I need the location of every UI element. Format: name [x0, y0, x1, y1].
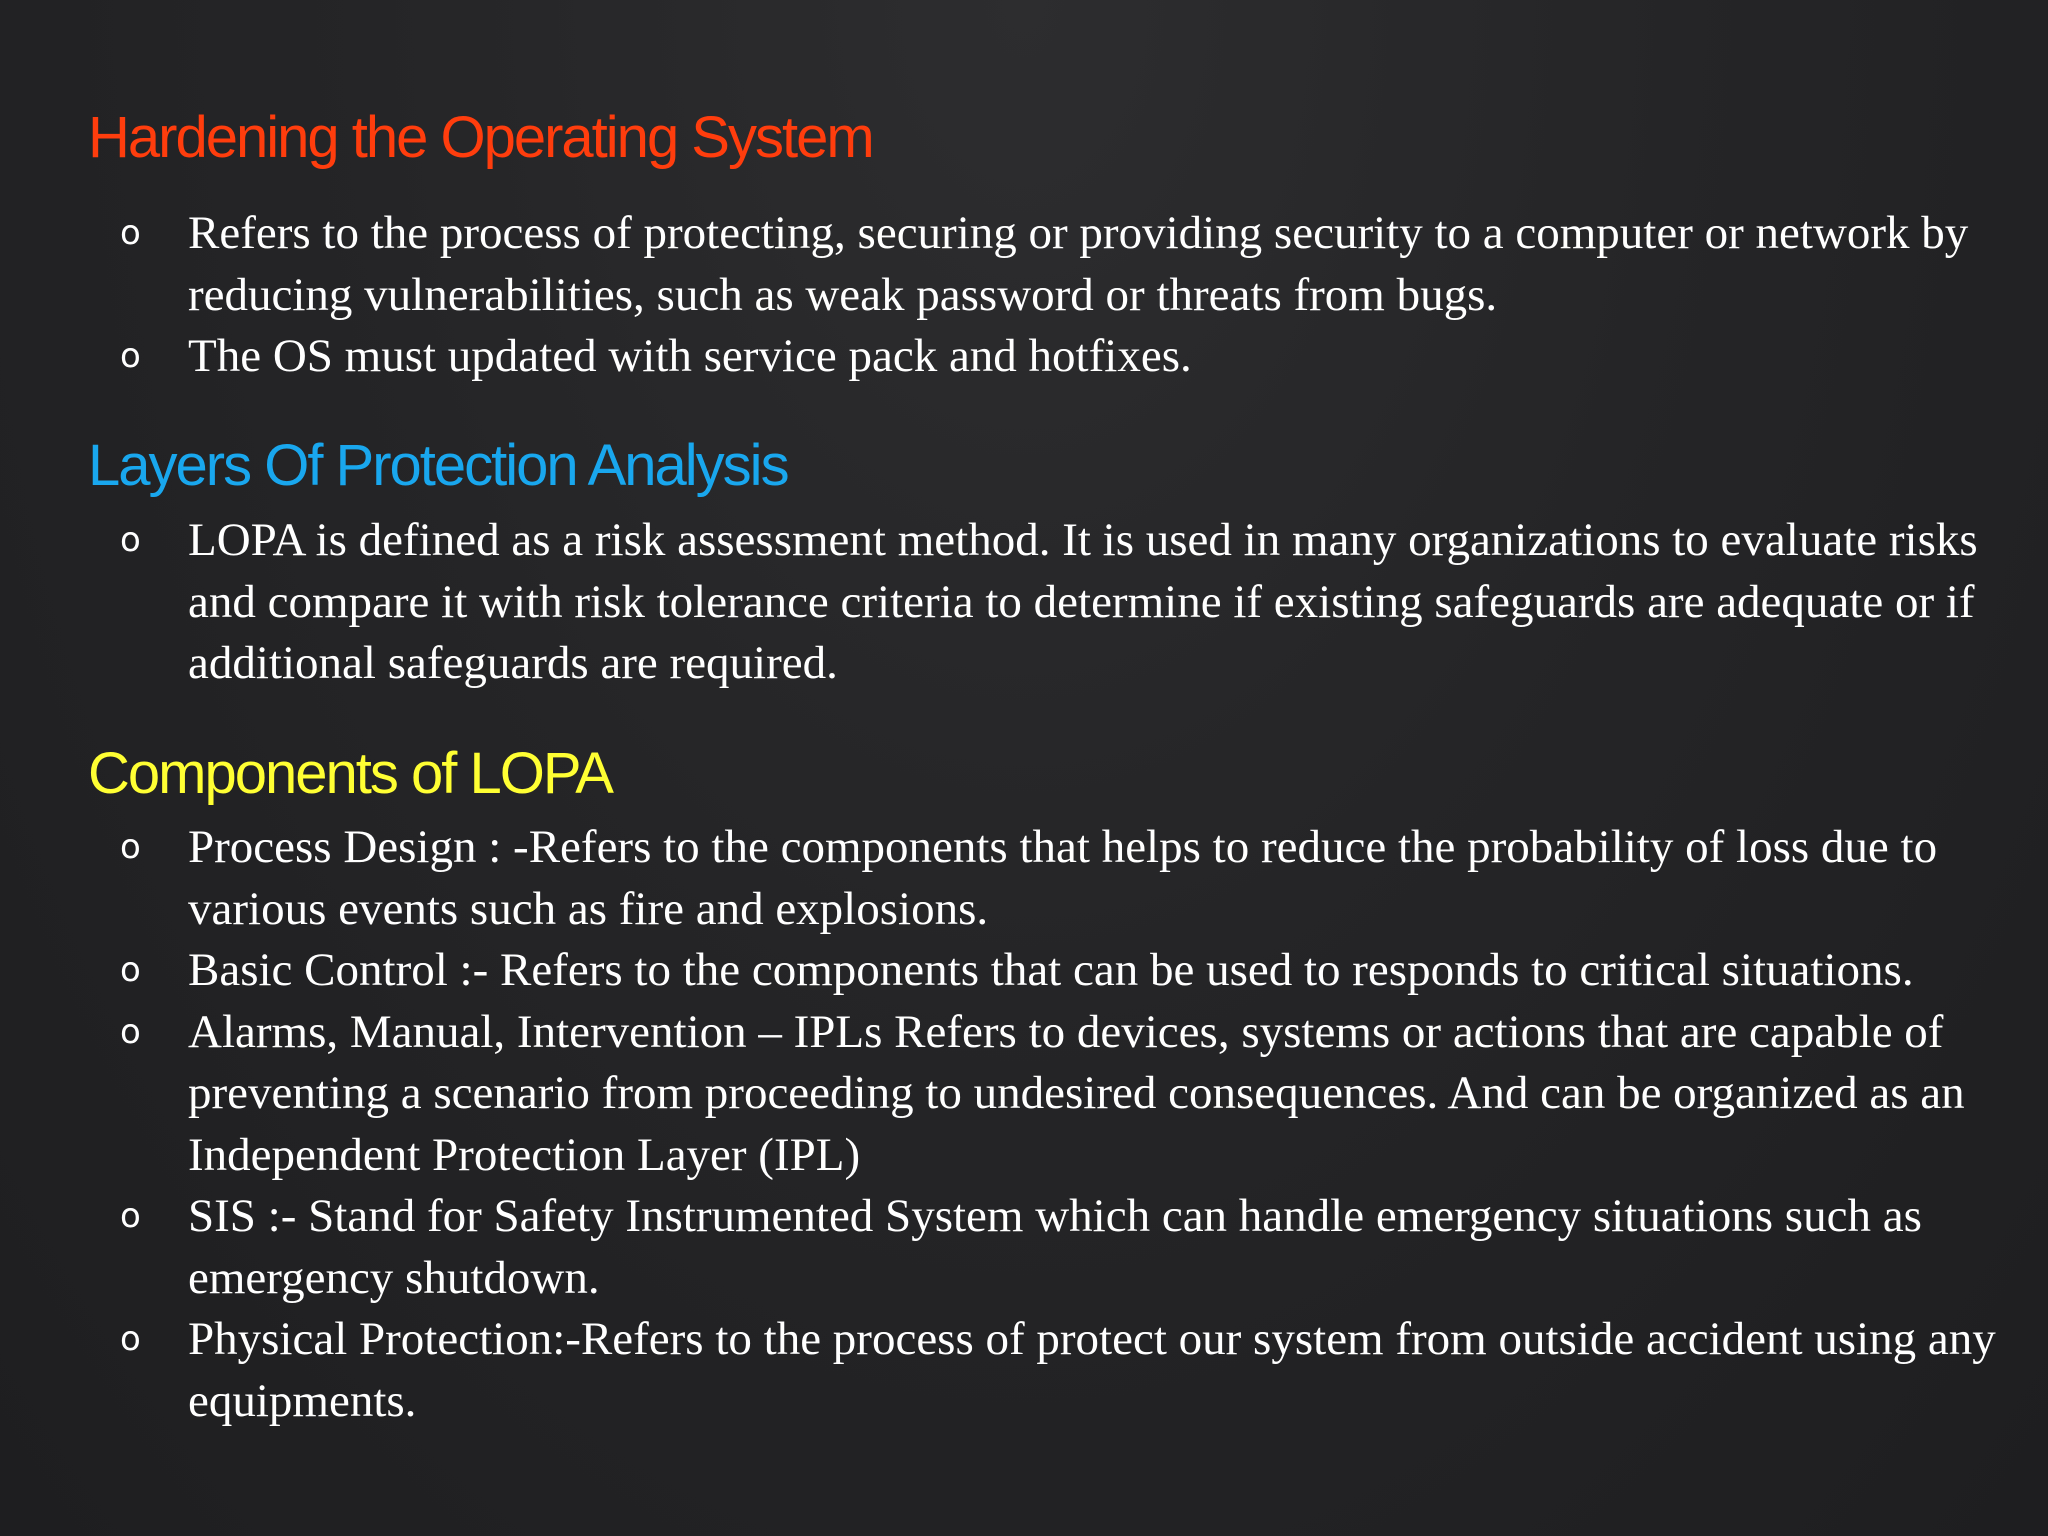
bullet-text: Process Design : -Refers to the components that helps to reduce the probability of loss due to various events such as fire and explosions. — [188, 821, 1938, 935]
circle-bullet-icon: o — [120, 213, 141, 253]
list-item — [120, 1309, 2020, 1432]
list-item — [120, 326, 2020, 388]
list-item — [120, 203, 2020, 326]
bullet-text: Physical Protection:-Refers to the process of protect our system from outside accident using any equipments. — [188, 1313, 1996, 1427]
bullet-text: Alarms, Manual, Intervention – IPLs Refers to devices, systems or actions that are capable of preventing a scenario from proceeding to undesired consequences. And can be organized as an Independent Protection Layer (IPL) — [188, 1005, 1965, 1181]
bullet-list-lopa — [120, 510, 2020, 695]
list-item — [120, 1186, 2020, 1309]
bullet-text: Basic Control :- Refers to the components that can be used to responds to critical situations. — [188, 944, 1914, 996]
bullet-list-components — [120, 817, 2020, 1432]
bullet-text: Refers to the process of protecting, securing or providing security to a computer or network by reducing vulnerabilities, such as weak password or threats from bugs. — [188, 207, 1969, 321]
bullet-text: LOPA is defined as a risk assessment method. It is used in many organizations to evaluate risks and compare it with risk tolerance criteria to determine if existing safeguards are adequate or if additional safeguards are required. — [188, 514, 1978, 689]
circle-bullet-icon: o — [120, 336, 141, 376]
circle-bullet-icon: o — [120, 950, 141, 990]
list-item — [120, 510, 2020, 695]
list-item — [120, 1002, 2020, 1187]
section-heading-lopa: Layers Of Protection Analysis — [88, 433, 788, 498]
bullet-text: The OS must updated with service pack and hotfixes. — [188, 330, 1192, 382]
section-heading-components: Components of LOPA — [88, 741, 612, 806]
bullet-list-hardening — [120, 203, 2020, 388]
circle-bullet-icon: o — [120, 1196, 141, 1236]
circle-bullet-icon: o — [120, 827, 141, 867]
circle-bullet-icon: o — [120, 1011, 141, 1052]
section-heading-hardening: Hardening the Operating System — [88, 105, 873, 170]
bullet-text: SIS :- Stand for Safety Instrumented System which can handle emergency situations such as emergency shutdown. — [188, 1190, 1922, 1304]
circle-bullet-icon: o — [120, 520, 141, 560]
list-item — [120, 817, 2020, 940]
list-item — [120, 940, 2020, 1002]
circle-bullet-icon: o — [120, 1319, 141, 1359]
